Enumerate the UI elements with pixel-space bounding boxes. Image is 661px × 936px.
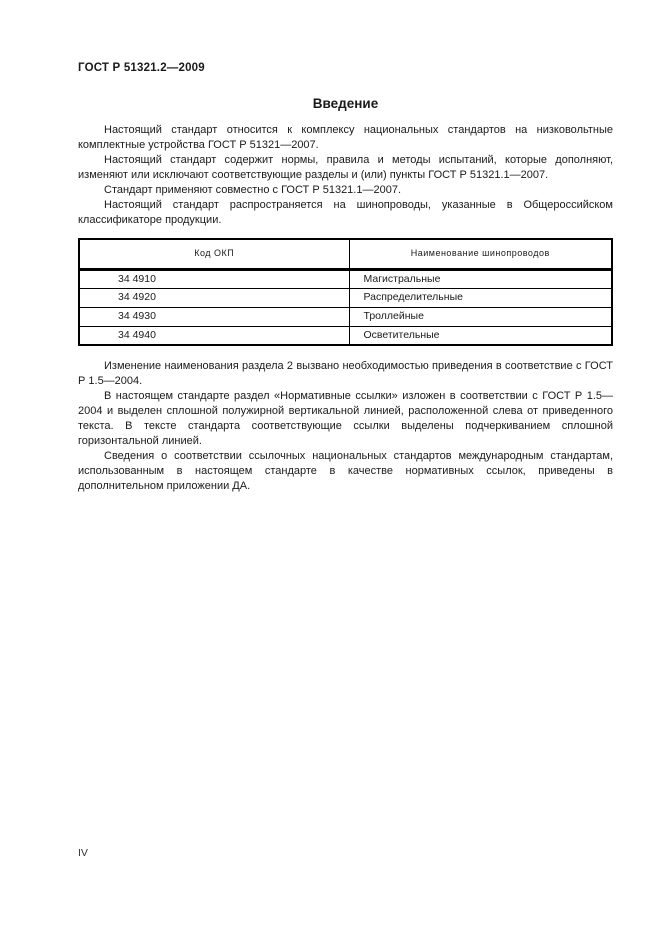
table-cell-name: Осветительные: [349, 326, 612, 345]
table-header-row: [79, 239, 612, 269]
table-header-cell-code: Код ОКП: [79, 239, 349, 269]
closing-paragraph: Изменение наименования раздела 2 вызвано необходимостью приведения в соответствие с ГОСТ Р 1.5—2004.: [78, 360, 613, 387]
table-header-cell-name: Наименование шинопроводов: [349, 239, 612, 269]
table-cell-name: Распределительные: [349, 288, 612, 307]
intro-paragraph: Стандарт применяют совместно с ГОСТ Р 51321.1—2007.: [104, 184, 402, 196]
intro-paragraph: Настоящий стандарт распространяется на шинопроводы, указанные в Общероссийском классификаторе продукции.: [78, 199, 613, 226]
closing-paragraph: Сведения о соответствии ссылочных национальных стандартов международным стандартам, использованным в настоящем стандарте в качестве нормативных ссылок, приведены в дополнительном приложении ДА.: [78, 450, 613, 492]
intro-paragraph: Настоящий стандарт относится к комплексу национальных стандартов на низковольтные комплектные устройства ГОСТ Р 51321—2007.: [78, 124, 613, 151]
table-cell-code: 34 4920: [79, 288, 349, 307]
table-cell-name: Троллейные: [349, 307, 612, 326]
page-content: [78, 123, 613, 494]
okp-table-body: [79, 269, 612, 345]
closing-paragraph: В настоящем стандарте раздел «Нормативные ссылки» изложен в соответствии с ГОСТ Р 1.5—2004 и выделен сплошной полужирной вертикальной линией, расположенной слева от приведенного текста. В тексте стандарта соответствующие ссылки выделены подчеркиванием сплошной горизонтальной линией.: [78, 390, 613, 447]
table-cell-code: 34 4910: [79, 269, 349, 288]
intro-paragraph: Настоящий стандарт содержит нормы, правила и методы испытаний, которые дополняют, изменяют или исключают соответствующие разделы и (или) пункты ГОСТ Р 51321.1—2007.: [78, 154, 613, 181]
table-cell-name: Магистральные: [349, 269, 612, 288]
table-row: [79, 269, 612, 288]
section-title: Введение: [312, 96, 379, 111]
table-cell-code: 34 4930: [79, 307, 349, 326]
table-row: [79, 288, 612, 307]
okp-table-header: [79, 239, 612, 269]
table-row: [79, 326, 612, 345]
table-row: [79, 307, 612, 326]
okp-table: [78, 238, 613, 346]
page-number: IV: [78, 847, 88, 859]
table-cell-code: 34 4940: [79, 326, 349, 345]
doc-code: ГОСТ Р 51321.2—2009: [78, 62, 205, 74]
